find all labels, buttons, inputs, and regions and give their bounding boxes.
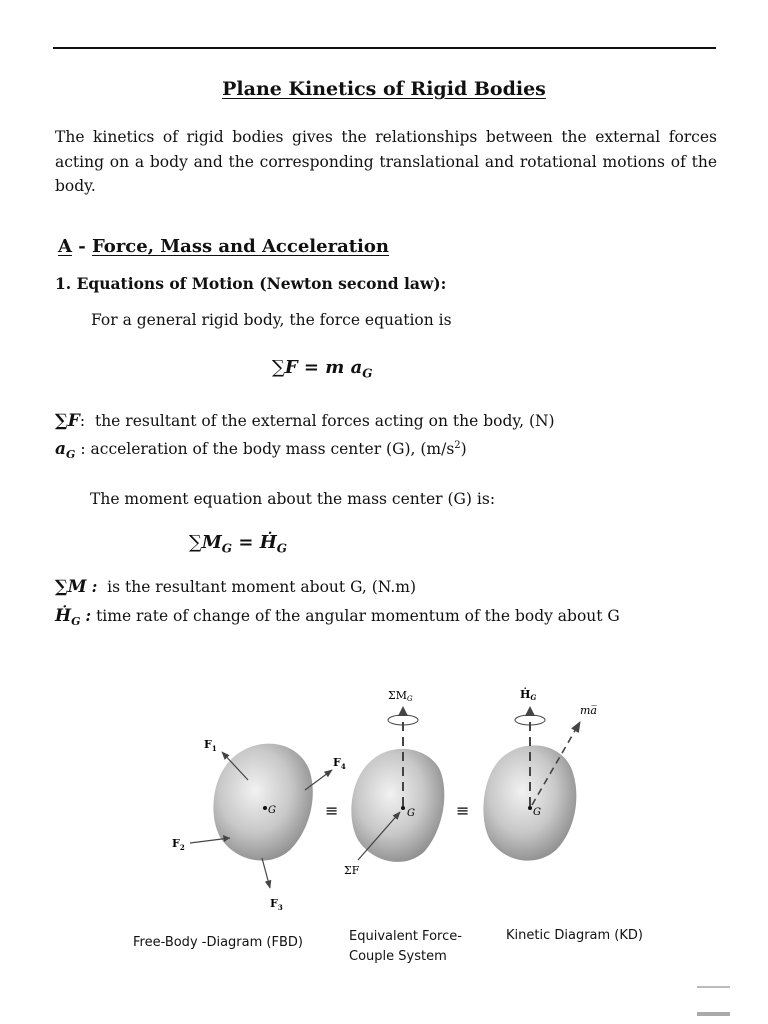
moment-intro: The moment equation about the mass center (G) is: (90, 490, 496, 508)
caption-equiv-line-1: Equivalent Force- (349, 929, 462, 944)
fbd-rigid-body (213, 744, 312, 861)
caption-kd: Kinetic Diagram (KD) (506, 928, 643, 943)
definition-a-g: $a_G$ : acceleration of the body mass center (G), $(m/s^2)$ (55, 439, 467, 462)
kd-label-g: G (533, 807, 541, 818)
kd-mass-center (528, 806, 532, 810)
fbd-mass-center (263, 806, 267, 810)
moment-equation: $\sum M_G$ = Ḣ$_G$ (189, 532, 287, 556)
page-corner-mark-1 (697, 986, 730, 988)
fbd-label-f4: $F_4$ (333, 756, 346, 771)
equiv-mass-center (401, 806, 405, 810)
caption-equiv-line-2: Couple System (349, 949, 447, 964)
kd-label-ma: ma̅ (580, 704, 597, 717)
page-title: Plane Kinetics of Rigid Bodies (222, 78, 546, 100)
fbd-label-f3: $F_3$ (270, 897, 283, 912)
equiv-label-g: G (407, 808, 415, 819)
fbd-label-f1: $F_1$ (204, 738, 217, 753)
force-intro: For a general rigid body, the force equation is (91, 311, 452, 329)
force-equation: ∑F = m $a_G$ (272, 357, 373, 381)
section-a-title: Force, Mass and Acceleration (92, 236, 389, 257)
subsection-1-heading: 1. Equations of Motion (Newton second law): (55, 274, 447, 293)
intro-paragraph: The kinetics of rigid bodies gives the relationships between the external forces acting on a body and the corresponding translational and rotational motions of the body. (55, 128, 717, 195)
caption-fbd: Free-Body -Diagram (FBD) (133, 935, 303, 950)
kd-label-h-dot-g: ḢG (520, 688, 537, 702)
top-rule (53, 47, 716, 49)
equiv-label-sum-f: ΣF (344, 864, 360, 877)
equiv-symbol-1: ≡ (325, 801, 339, 820)
fbd-label-f2: $F_2$ (172, 837, 185, 852)
definition-h-dot-g: Ḣ$_G$ : time rate of change of the angular momentum of the body about G (55, 606, 620, 629)
definition-sum-m: ∑M : is the resultant moment about G, (N.m) (55, 577, 417, 597)
fbd-label-g: G (268, 805, 276, 816)
equiv-label-sum-mg: ΣMG (388, 689, 413, 703)
page-corner-mark-2 (697, 1012, 730, 1016)
equivalent-rigid-body (351, 749, 444, 862)
section-a-heading: A - Force, Mass and Acceleration (58, 236, 389, 257)
equiv-symbol-2: ≡ (456, 801, 470, 820)
definition-sum-f: ∑F: the resultant of the external forces acting on the body, (N) (55, 411, 555, 431)
fbd-arrow-f3 (262, 858, 270, 888)
